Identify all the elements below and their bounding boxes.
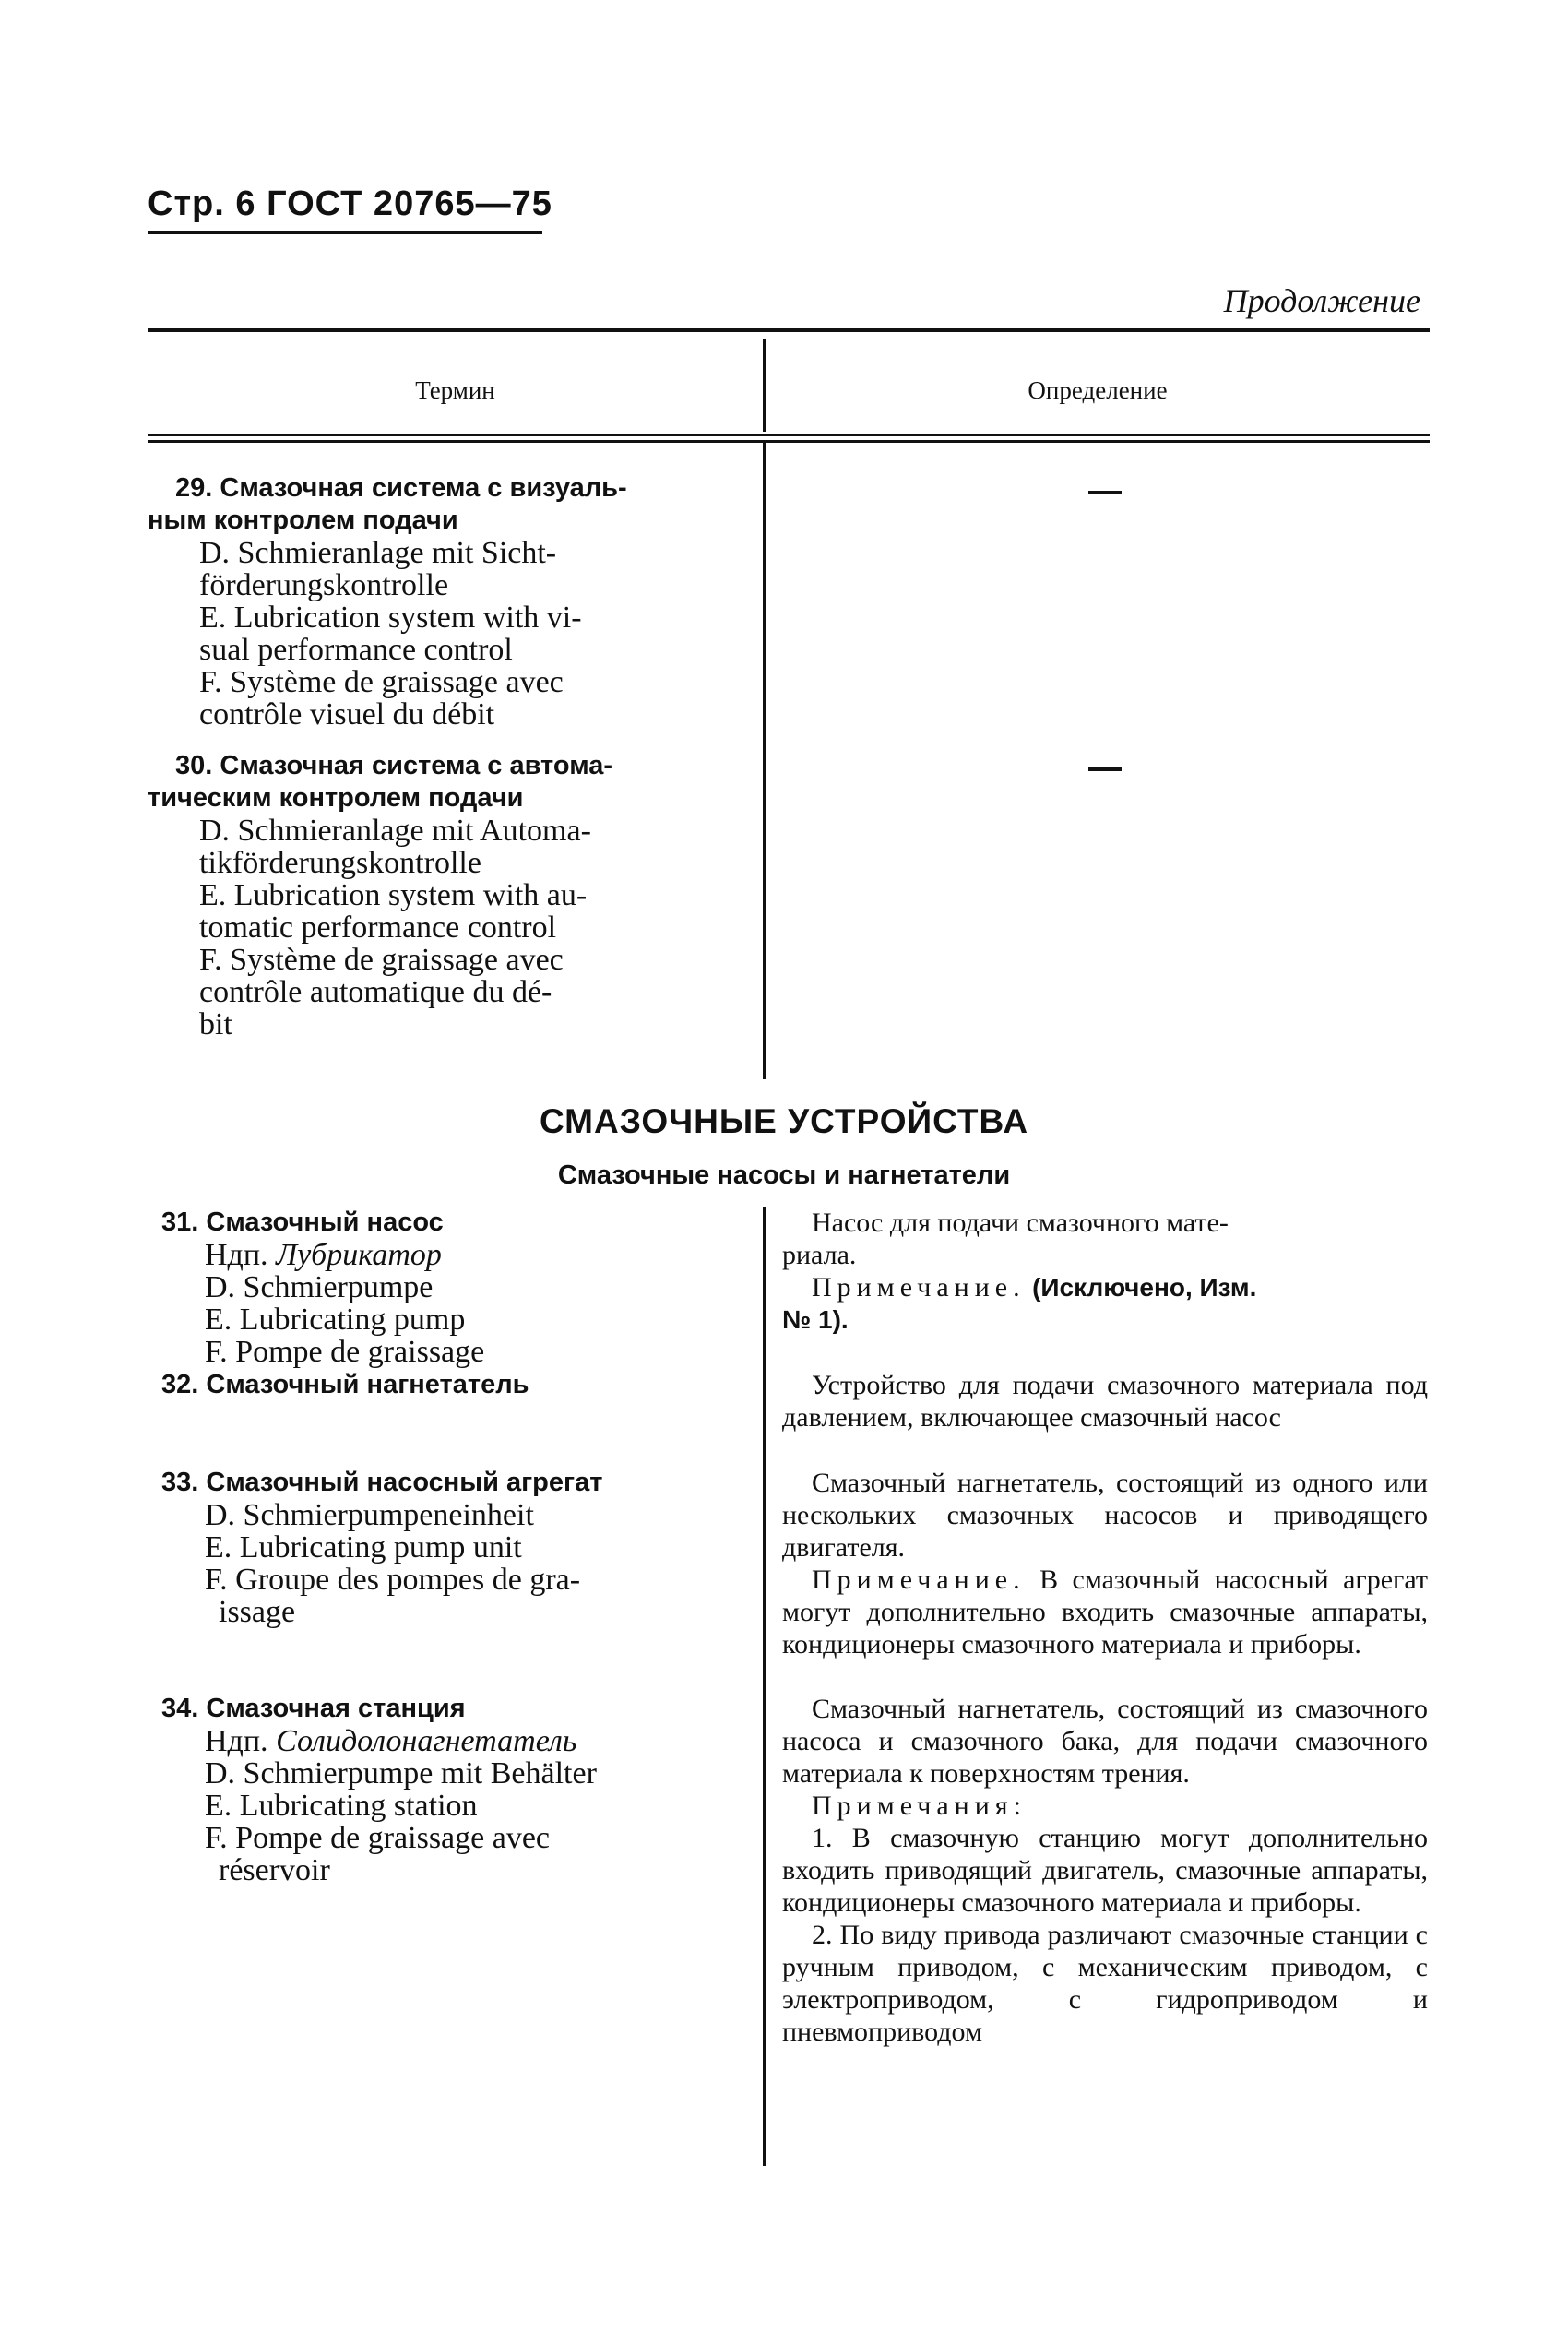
term-french: F. Système de graissage avec contrôle visuel du débit bbox=[199, 665, 564, 732]
column-header-term: Термин bbox=[415, 376, 495, 404]
term-german: D. Schmierpumpe mit Behälter bbox=[205, 1756, 597, 1791]
term-entry-31 bbox=[161, 1207, 742, 1368]
term-title: 31. Смазочный насос bbox=[161, 1208, 444, 1237]
table-head-rule-1 bbox=[148, 434, 1430, 436]
term-french: F. Pompe de graissage avec bbox=[205, 1821, 550, 1855]
term-english: E. Lubrication system with au- tomatic performance control bbox=[199, 878, 588, 945]
term-french-cont: réservoir bbox=[219, 1853, 330, 1887]
term-deprecated: Ндп. Лубрикатор bbox=[205, 1238, 442, 1272]
term-english: E. Lubrication system with vi- sual performance control bbox=[199, 601, 582, 667]
term-french-cont: issage bbox=[219, 1595, 296, 1629]
term-title-cont: ным контролем подачи bbox=[148, 506, 458, 535]
definition-31: Насос для подачи смазочного мате- риала. Примечание. (Исключено, Изм. № 1). bbox=[782, 1208, 1257, 1334]
term-english: E. Lubricating pump bbox=[205, 1303, 466, 1337]
definition-32: Устройство для подачи смазочного материала под давлением, включающее смазочный насос bbox=[782, 1370, 1428, 1433]
definition-34: Смазочный нагнетатель, состоящий из смазочного насоса и смазочного бака, для подачи смазочного материала к поверхностям трения. Примечания: 1. В смазочную станцию могут дополнительно входить приводящий двигатель, смазочные аппараты, кондиционеры смазочного материала и приборы. 2. По виду привода различают смазочные станции с ручным приводом, с механическим приводом, с электроприводом, с гидроприводом и пневмоприводом bbox=[782, 1694, 1428, 2047]
header-underline bbox=[148, 231, 542, 234]
term-french: F. Système de graissage avec contrôle automatique du dé- bit bbox=[199, 943, 564, 1041]
definition-dash-30 bbox=[1088, 767, 1122, 771]
definition-33: Смазочный нагнетатель, состоящий из одного или нескольких смазочных насосов и приводящего двигателя. Примечание. В смазочный насосный агрегат могут дополнительно входить смазочные аппараты, кондиционеры смазочного материала и приборы. bbox=[782, 1468, 1428, 1660]
term-deprecated: Ндп. Солидолонагнетатель bbox=[205, 1724, 577, 1758]
term-title: 29. Смазочная система с визуаль- bbox=[175, 473, 627, 503]
table-column-divider-bottom bbox=[763, 1207, 766, 2166]
column-header-definition: Определение bbox=[1028, 376, 1168, 404]
term-entry-32 bbox=[161, 1369, 742, 1401]
page-header: Стр. 6 ГОСТ 20765—75 bbox=[148, 184, 552, 223]
term-german: D. Schmierpumpeneinheit bbox=[205, 1498, 534, 1532]
term-title: 32. Смазочный нагнетатель bbox=[161, 1370, 529, 1399]
term-title: 33. Смазочный насосный агрегат bbox=[161, 1468, 603, 1497]
term-entry-29 bbox=[148, 472, 747, 731]
table-top-rule bbox=[148, 328, 1430, 332]
term-german: D. Schmierpumpe bbox=[205, 1270, 434, 1304]
table-head-rule-2 bbox=[148, 440, 1430, 443]
term-entry-30 bbox=[148, 750, 747, 1041]
term-entry-33 bbox=[161, 1467, 742, 1628]
term-english: E. Lubricating station bbox=[205, 1789, 478, 1823]
section-title: СМАЗОЧНЫЕ УСТРОЙСТВА bbox=[539, 1102, 1029, 1140]
continuation-label: Продолжение bbox=[1223, 282, 1420, 319]
term-english: E. Lubricating pump unit bbox=[205, 1530, 522, 1565]
term-german: D. Schmieranlage mit Sicht- förderungskontrolle bbox=[199, 536, 557, 602]
definition-dash-29 bbox=[1088, 491, 1122, 494]
term-title: 34. Смазочная станция bbox=[161, 1694, 466, 1723]
section-subtitle: Смазочные насосы и нагнетатели bbox=[557, 1160, 1011, 1190]
term-german: D. Schmieranlage mit Automa- tikförderungskontrolle bbox=[199, 814, 591, 880]
term-title: 30. Смазочная система с автома- bbox=[175, 751, 613, 780]
table-column-divider-top bbox=[763, 443, 766, 1079]
term-french: F. Groupe des pompes de gra- bbox=[205, 1563, 581, 1597]
term-entry-34 bbox=[161, 1693, 742, 1886]
term-title-cont: тическим контролем подачи bbox=[148, 783, 524, 813]
term-french: F. Pompe de graissage bbox=[205, 1335, 485, 1369]
